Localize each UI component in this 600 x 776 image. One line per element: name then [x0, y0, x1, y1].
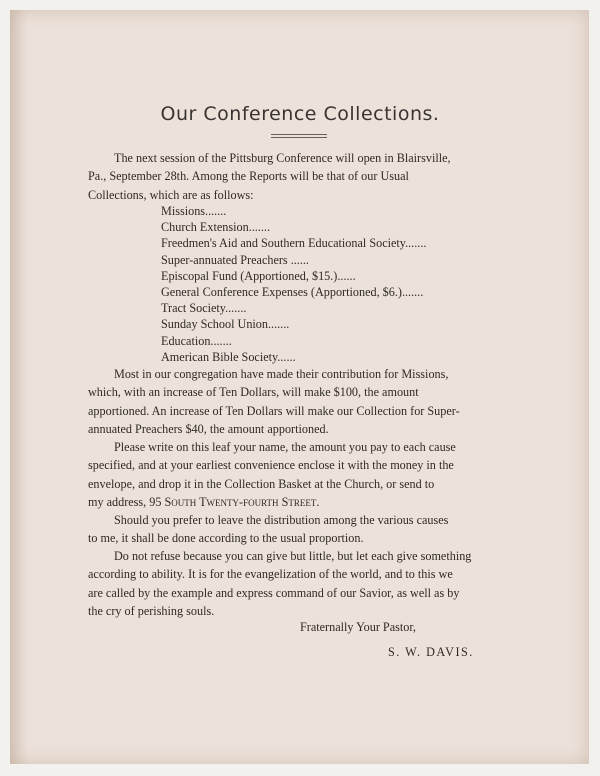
collection-item: Super-annuated Preachers ......	[161, 252, 309, 267]
collection-item: American Bible Society......	[161, 349, 296, 364]
street-address: South Twenty-fourth Street.	[164, 494, 320, 509]
instructions-line: envelope, and drop it in the Collection Basket at the Church, or send to	[88, 476, 435, 491]
address-prefix: my address, 95	[88, 494, 165, 509]
pastor-signature: S. W. DAVIS.	[388, 645, 474, 659]
appeal-paragraph	[88, 547, 507, 620]
missions-line: apportioned. An increase of Ten Dollars will make our Collection for Super-	[88, 403, 460, 418]
appeal-line: the cry of perishing souls.	[88, 603, 215, 618]
instructions-paragraph	[88, 438, 507, 511]
valediction: Fraternally Your Pastor,	[300, 620, 416, 634]
collection-item: Church Extension.......	[161, 220, 270, 235]
instructions-line: specified, and at your earliest convenience enclose it with the money in the	[88, 458, 454, 473]
missions-line: which, with an increase of Ten Dollars, will make $100, the amount	[88, 385, 419, 400]
instructions-line: Please write on this leaf your name, the amount you pay to each cause	[114, 440, 456, 454]
appeal-line: are called by the example and express command of our Savior, as well as by	[88, 585, 460, 600]
title-rule-bottom	[271, 137, 327, 138]
missions-line: annuated Preachers $40, the amount apportioned.	[88, 421, 329, 436]
intro-line: Pa., September 28th. Among the Reports will be that of our Usual	[88, 169, 409, 184]
appeal-line: Do not refuse because you can give but little, but let each give something	[114, 549, 472, 563]
collection-item: Sunday School Union.......	[161, 317, 290, 332]
distribution-paragraph	[88, 511, 507, 548]
intro-paragraph	[88, 149, 507, 204]
collection-item: Missions.......	[161, 204, 227, 218]
distribution-line: to me, it shall be done according to the usual proportion.	[88, 531, 364, 546]
collection-item: Education.......	[161, 333, 232, 348]
instructions-line	[88, 493, 507, 511]
collection-item: General Conference Expenses (Apportioned, $6.).......	[161, 285, 424, 300]
collection-item: Episcopal Fund (Apportioned, $15.)......	[161, 268, 356, 283]
missions-line: Most in our congregation have made their contribution for Missions,	[114, 367, 449, 381]
collection-item: Tract Society.......	[161, 301, 247, 316]
distribution-line: Should you prefer to leave the distribution among the various causes	[114, 513, 449, 527]
intro-line: The next session of the Pittsburg Conference will open in Blairsville,	[114, 151, 451, 165]
title-rule-top	[271, 134, 327, 135]
page-title: Our Conference Collections.	[160, 103, 440, 125]
intro-line: Collections, which are as follows:	[88, 187, 254, 202]
appeal-line: according to ability. It is for the evangelization of the world, and to this we	[88, 567, 453, 582]
collection-item: Freedmen's Aid and Southern Educational Society.......	[161, 236, 427, 251]
collections-list	[161, 203, 426, 365]
missions-paragraph	[88, 365, 507, 438]
